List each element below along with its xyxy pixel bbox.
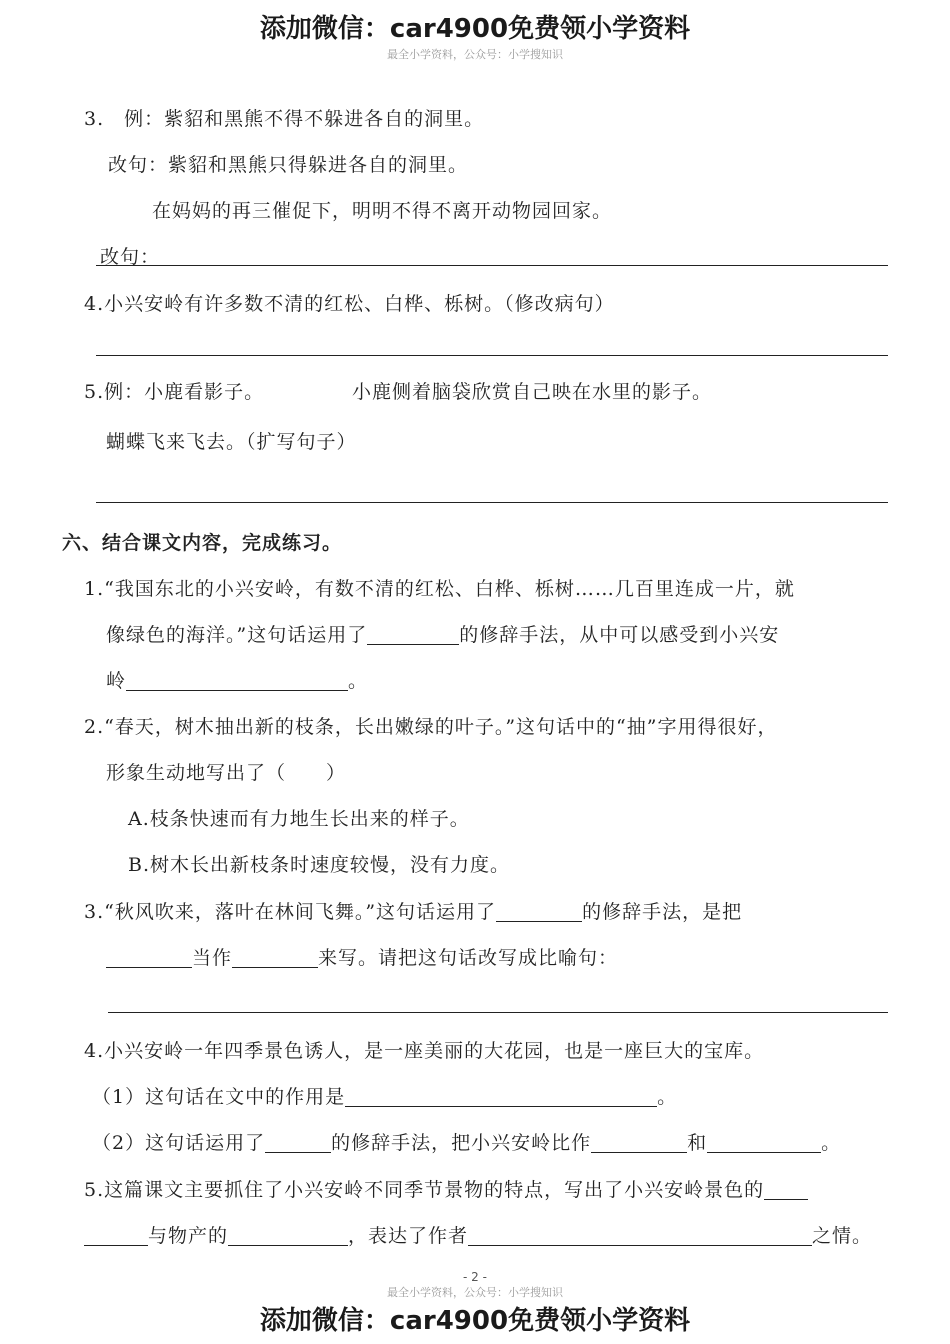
s6-q3-text-c: 当作: [192, 947, 233, 969]
s6-q3-line1: [84, 897, 742, 924]
s6-q5-text-b: 与物产的: [148, 1225, 229, 1247]
s6-q4-sub1: [92, 1082, 677, 1109]
watermark-banner-bottom: 添加微信：car4900免费领小学资料: [259, 1306, 691, 1336]
s6-q2-option-a[interactable]: A.枝条快速而有力地生长出来的样子。: [128, 808, 470, 830]
faint-footer-text: 最全小学资料，公众号：小学搜知识: [387, 1286, 563, 1299]
q3-answer-line[interactable]: [96, 265, 888, 266]
s6-q1-text-a: 像绿色的海洋。”这句话运用了: [106, 624, 368, 646]
s6-q4-blank-compare1[interactable]: [591, 1133, 687, 1153]
s6-q1-line3: [106, 666, 368, 693]
q3-answer-label: 改句：: [100, 246, 161, 268]
q5-example-short: 5.例：小鹿看影子。: [84, 381, 265, 403]
s6-q1-line1: 1.“我国东北的小兴安岭，有数不清的红松、白桦、栎树……几百里连成一片，就: [84, 578, 795, 600]
s6-q3-text-b: 的修辞手法，是把: [582, 901, 743, 923]
s6-q3-answer-line[interactable]: [108, 1012, 888, 1013]
s6-q1-line2: [106, 620, 779, 647]
s6-q4-blank-rhetoric[interactable]: [265, 1133, 331, 1153]
q4-sentence-fix: 4.小兴安岭有许多数不清的红松、白桦、栎树。（修改病句）: [84, 293, 615, 315]
s6-q1-blank-feeling[interactable]: [126, 671, 348, 691]
s6-q4-sub1-text-b: 。: [657, 1086, 678, 1108]
q5-answer-line[interactable]: [96, 502, 888, 503]
s6-q1-text-d: 。: [348, 670, 369, 692]
s6-q1-text-b: 的修辞手法，从中可以感受到小兴安: [459, 624, 780, 646]
s6-q3-blank-object[interactable]: [106, 948, 192, 968]
q5-task-sentence: 蝴蝶飞来飞去。（扩写句子）: [106, 431, 357, 453]
faint-header-text: 最全小学资料，公众号：小学搜知识: [387, 48, 563, 61]
s6-q5-line1: [84, 1175, 808, 1202]
s6-q3-line2: [106, 943, 618, 970]
s6-q5-blank-scenery-part1[interactable]: [764, 1180, 808, 1200]
section6-heading: 六、结合课文内容，完成练习。: [62, 532, 343, 554]
s6-q4-sub2-text-a: （2）这句话运用了: [92, 1132, 266, 1154]
q5-example-expanded: 小鹿侧着脑袋欣赏自己映在水里的影子。: [352, 381, 713, 403]
s6-q5-text-a: 5.这篇课文主要抓住了小兴安岭不同季节景物的特点，写出了小兴安岭景色的: [84, 1179, 765, 1201]
s6-q3-blank-target[interactable]: [232, 948, 318, 968]
q3-revised-example: 改句：紫貂和黑熊只得躲进各自的洞里。: [108, 154, 469, 176]
s6-q4-line1: 4.小兴安岭一年四季景色诱人，是一座美丽的大花园，也是一座巨大的宝库。: [84, 1040, 765, 1062]
s6-q3-blank-rhetoric[interactable]: [496, 902, 582, 922]
s6-q5-text-d: 之情。: [812, 1225, 873, 1247]
s6-q4-sub2: [92, 1128, 841, 1155]
s6-q5-blank-scenery-part2[interactable]: [84, 1226, 148, 1246]
s6-q3-text-a: 3.“秋风吹来，落叶在林间飞舞。”这句话运用了: [84, 901, 497, 923]
s6-q2-line2: 形象生动地写出了（ ）: [106, 762, 347, 784]
s6-q4-sub1-text-a: （1）这句话在文中的作用是: [92, 1086, 346, 1108]
s6-q2-option-b[interactable]: B.树木长出新枝条时速度较慢，没有力度。: [128, 854, 511, 876]
s6-q4-sub2-text-c: 和: [687, 1132, 708, 1154]
s6-q4-blank-function[interactable]: [345, 1087, 657, 1107]
s6-q2-line1: 2.“春天，树木抽出新的枝条，长出嫩绿的叶子。”这句话中的“抽”字用得很好，: [84, 716, 778, 738]
s6-q5-blank-products[interactable]: [228, 1226, 348, 1246]
s6-q1-text-c: 岭: [106, 670, 127, 692]
q4-answer-line[interactable]: [96, 355, 888, 356]
s6-q4-blank-compare2[interactable]: [707, 1133, 821, 1153]
s6-q5-line2: [84, 1221, 872, 1248]
s6-q4-sub2-text-b: 的修辞手法，把小兴安岭比作: [331, 1132, 592, 1154]
s6-q5-text-c: ，表达了作者: [348, 1225, 469, 1247]
watermark-banner-top: 添加微信：car4900免费领小学资料: [259, 14, 691, 44]
s6-q4-sub2-text-d: 。: [821, 1132, 842, 1154]
s6-q1-blank-rhetoric[interactable]: [367, 625, 459, 645]
s6-q5-blank-feeling[interactable]: [468, 1226, 812, 1246]
q3-example: 3. 例：紫貂和黑熊不得不躲进各自的洞里。: [84, 108, 485, 130]
q3-task-sentence: 在妈妈的再三催促下，明明不得不离开动物园回家。: [152, 200, 613, 222]
page-number: - 2 -: [463, 1270, 487, 1284]
s6-q3-text-d: 来写。请把这句话改写成比喻句：: [318, 947, 619, 969]
